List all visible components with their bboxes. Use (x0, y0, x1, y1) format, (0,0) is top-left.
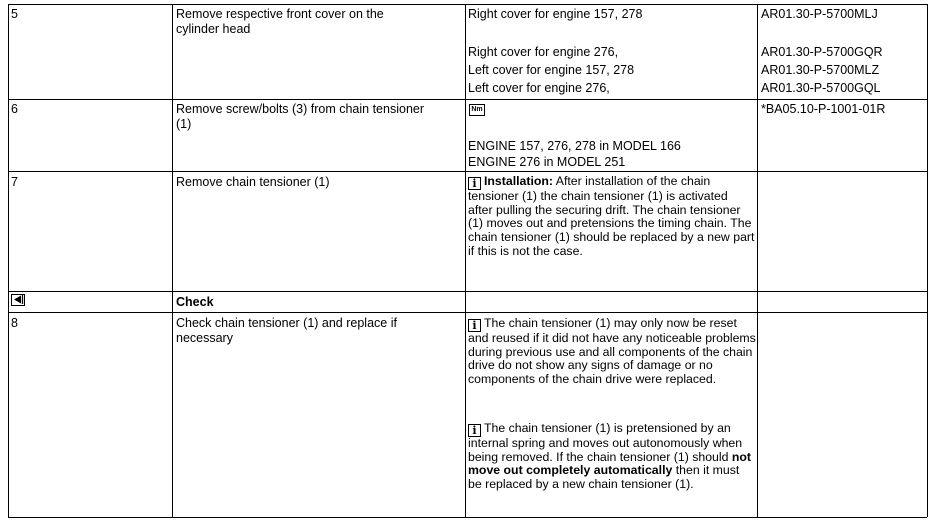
info-icon: i (468, 177, 481, 190)
step-action: Remove respective front cover on the (176, 7, 384, 21)
info-icon: i (468, 319, 481, 332)
step-note: ENGINE 157, 276, 278 in MODEL 166 (468, 139, 681, 153)
installation-note (468, 175, 755, 259)
step-number: 5 (11, 7, 18, 21)
step-action: (1) (176, 117, 192, 131)
note-emphasis: not move out completely automatically (468, 449, 751, 478)
section-heading: Check (176, 295, 214, 309)
step-note: Right cover for engine 276, (468, 45, 619, 59)
info-icon: i (468, 424, 481, 437)
step-note: Left cover for engine 276, (468, 81, 610, 95)
step-number: 8 (11, 316, 18, 330)
step-number: 7 (11, 175, 18, 189)
step-note: ENGINE 276 in MODEL 251 (468, 155, 626, 169)
table-rule (465, 4, 466, 517)
table-rule (757, 4, 758, 517)
step-action: Remove screw/bolts (3) from chain tensioner (176, 102, 425, 116)
pretension-note (468, 422, 752, 492)
table-rule (8, 517, 927, 518)
reference-link[interactable]: *BA05.10-P-1001-01R (761, 102, 886, 116)
reference-link[interactable]: AR01.30-P-5700MLZ (761, 63, 880, 77)
table-rule (8, 99, 927, 100)
torque-nm-icon[interactable]: Nm (469, 104, 485, 116)
table-rule (8, 4, 9, 517)
note-text: The chain tensioner (1) may only now be reset and reused if it did not have any noticeable problems during previous use and all components of the chain drive do not show any signs of damage or no components of the chain drive were replaced. (468, 316, 756, 387)
note-heading: Installation: (484, 174, 554, 188)
note-text: The chain tensioner (1) is pretensioned by an internal spring and moves out autonomously when being removed. If the chain tensioner (1) should (468, 421, 743, 464)
table-rule (8, 291, 927, 292)
step-action: necessary (176, 331, 233, 345)
table-rule (8, 4, 927, 5)
table-rule (172, 4, 173, 517)
step-action: Remove chain tensioner (1) (176, 175, 330, 189)
step-note: Left cover for engine 157, 278 (468, 63, 635, 77)
note-text: then it must be replaced by a new chain tensioner (1). (468, 463, 740, 492)
step-number: 6 (11, 102, 18, 116)
table-rule (8, 312, 927, 313)
table-rule (8, 171, 927, 172)
back-arrow-icon[interactable] (11, 294, 25, 306)
reuse-note (468, 317, 760, 387)
step-action: Check chain tensioner (1) and replace if (176, 316, 397, 330)
note-text: After installation of the chain tensioner (1) the chain tensioner (1) is activated after pulling the securing drift. The chain tensioner (1) moves out and pretensions the timing chain. The chain tensioner (1) should be replaced by a new part if this is not the case. (468, 174, 755, 258)
reference-link[interactable]: AR01.30-P-5700GQL (761, 81, 881, 95)
step-note: Right cover for engine 157, 278 (468, 7, 643, 21)
reference-link[interactable]: AR01.30-P-5700MLJ (761, 7, 878, 21)
reference-link[interactable]: AR01.30-P-5700GQR (761, 45, 883, 59)
step-action: cylinder head (176, 22, 251, 36)
